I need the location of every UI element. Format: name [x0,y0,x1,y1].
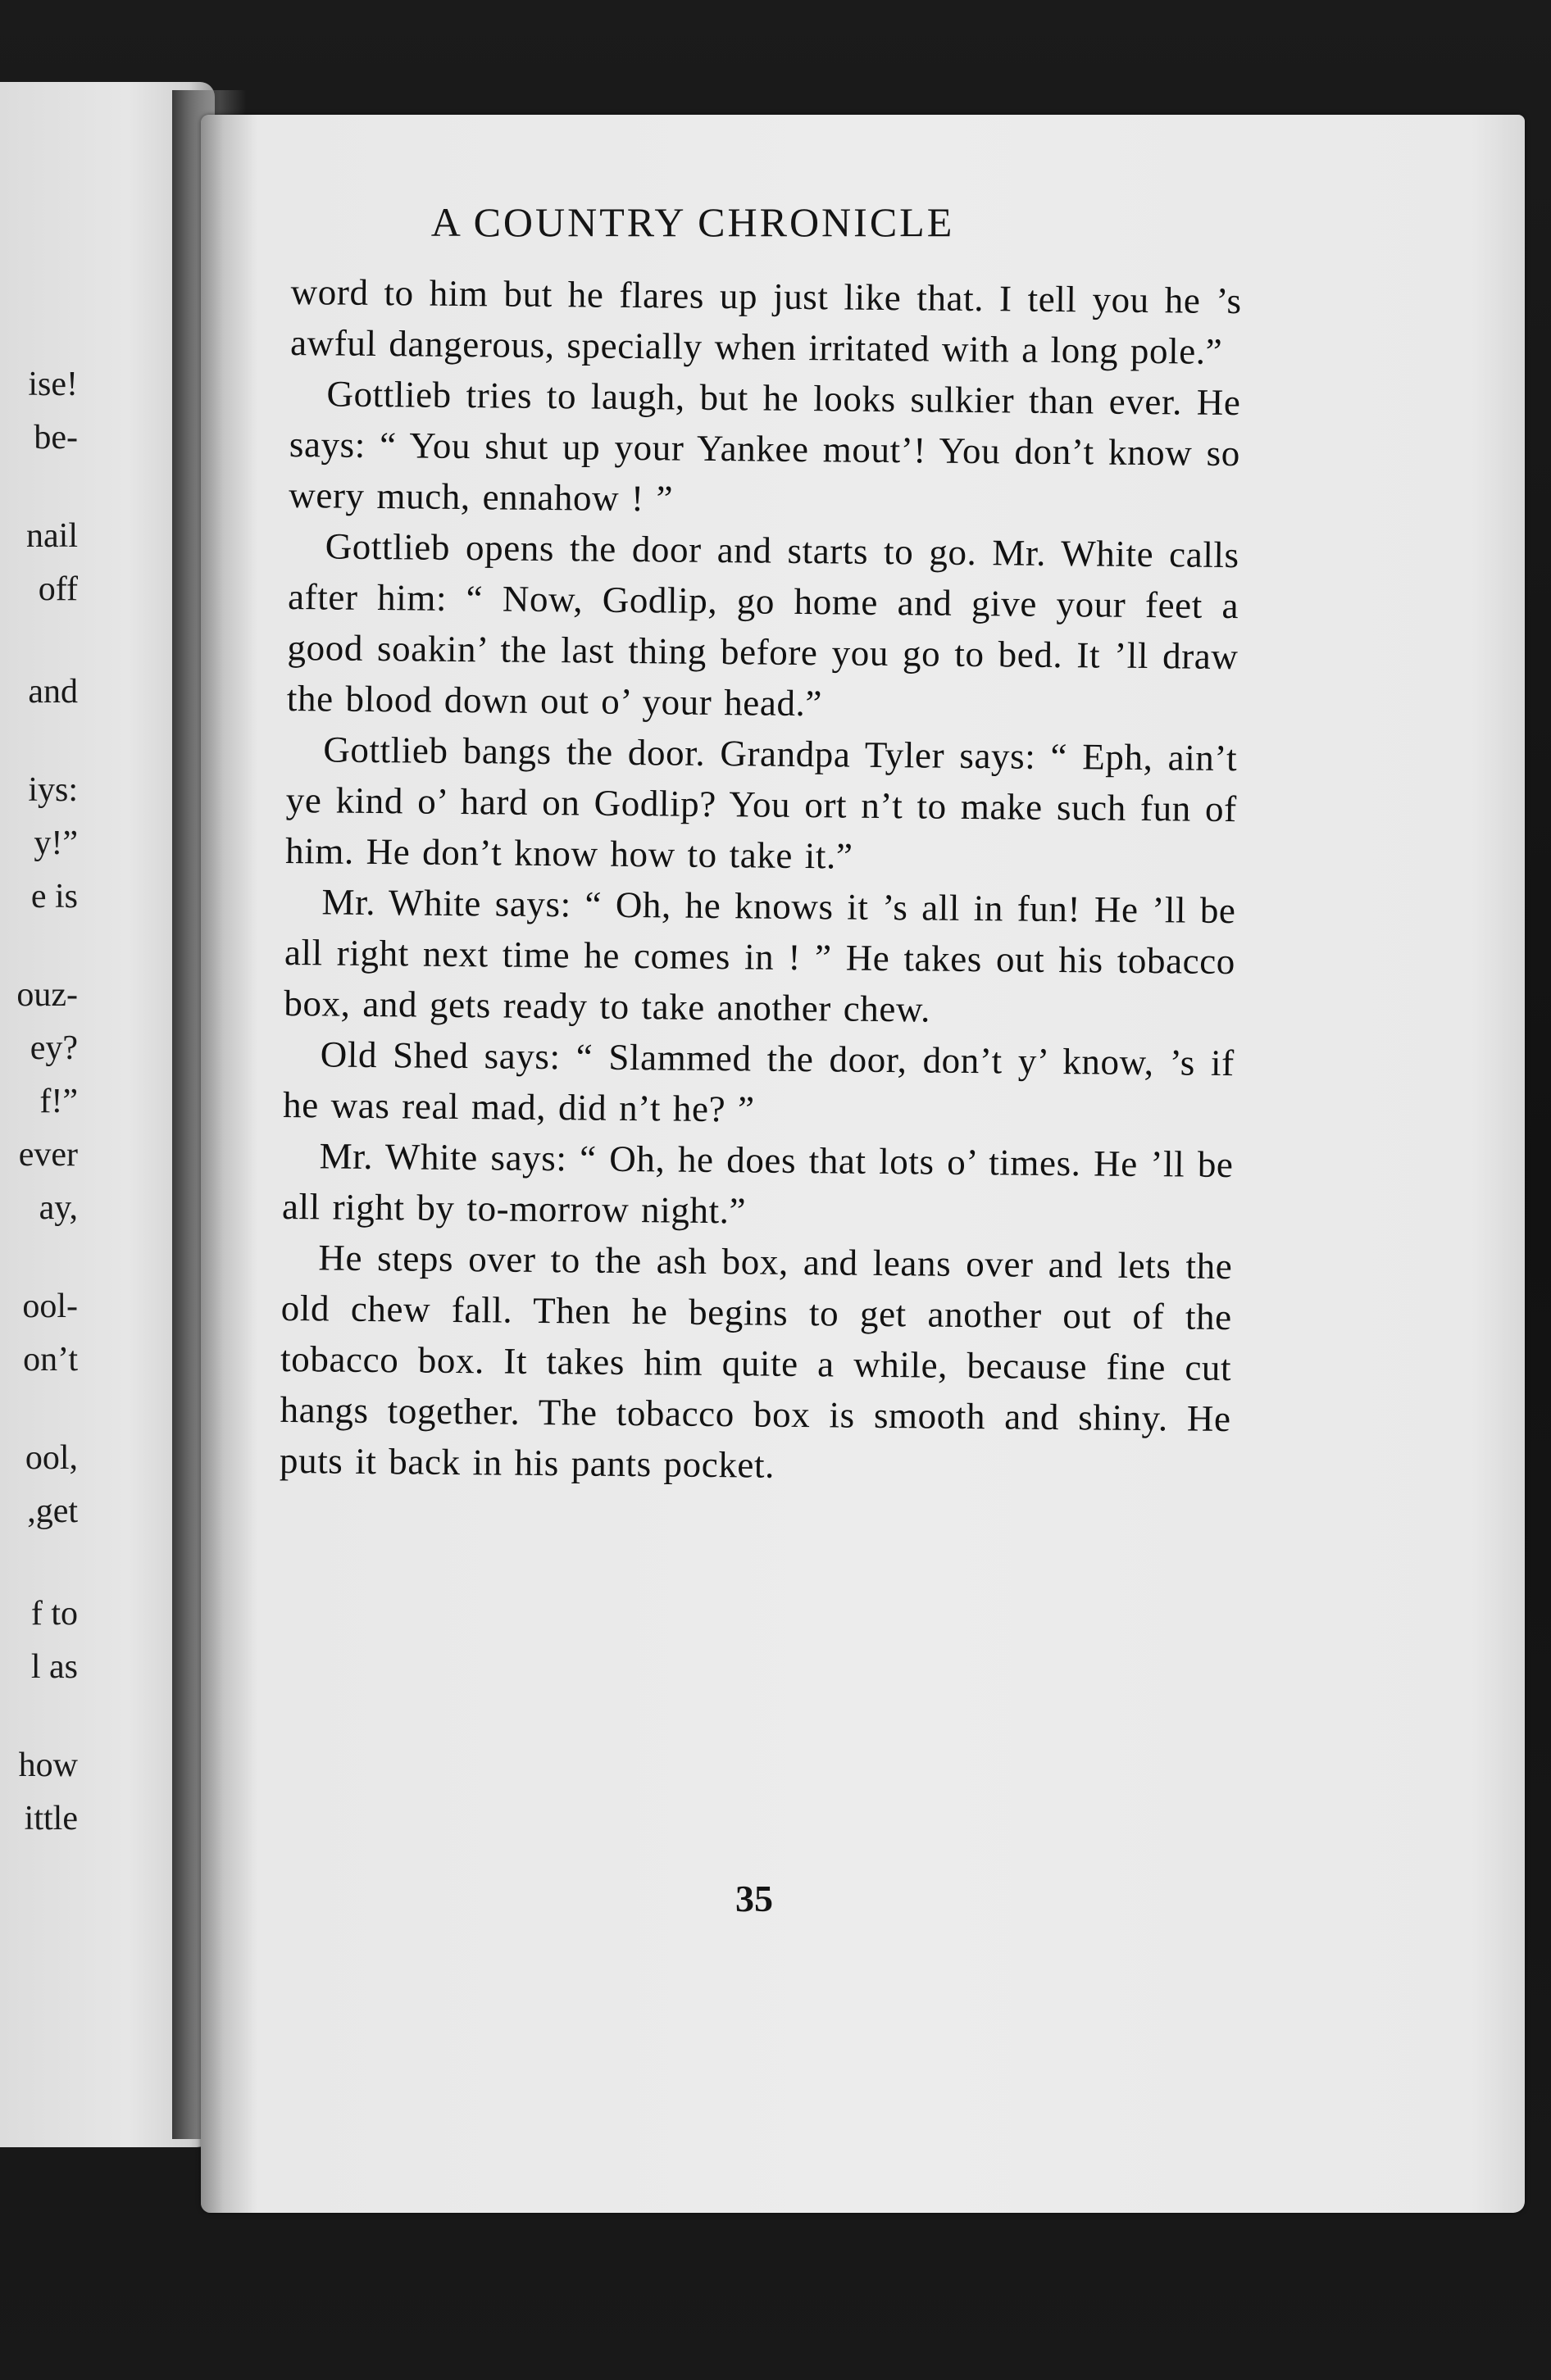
fragment-line: ittle [24,1800,78,1837]
fragment-line: on’t [23,1341,78,1378]
paragraph: Gottlieb tries to laugh, but he looks sulkier than ever. He says: “ You shut up your Yankee mout’! You don’t know so wery much, ennahow ! ” [289,373,1241,520]
fragment-line: ey? [30,1029,78,1067]
fragment-line: and [28,673,78,711]
fragment-line: be- [34,419,78,456]
fragment-line: ise! [28,366,78,403]
paragraph: Old Shed says: “ Slammed the door, don’t y’ know, ’s if he was real mad, did n’t he? ” [282,1033,1235,1130]
fragment-line: iys: [28,771,78,809]
fragment-line: f to [30,1595,78,1633]
fragment-line: ever [18,1136,78,1174]
spine-shade [201,115,258,2213]
fragment-line: l as [30,1648,78,1686]
paragraph: Gottlieb opens the door and starts to go. Mr. White calls after him: “ Now, Godlip, go home and give your feet a good soakin’ the last thing before you go to bed. It ’ll draw the blood down out o’ your head.” [286,525,1239,724]
fragment-line: y!” [34,824,78,862]
paragraph: Gottlieb bangs the door. Grandpa Tyler says: “ Eph, ain’t ye kind o’ hard on Godlip? You ort n’t to make such fun of him. He don’t know how to take it.” [284,729,1238,877]
fragment-line: ouz- [16,976,78,1014]
paragraph: Mr. White says: “ Oh, he does that lots o’ times. He ’ll be all right by to-morrow night.” [281,1135,1234,1232]
fragment-line: how [18,1746,78,1784]
page-body-text [275,266,1242,1914]
fragment-line: ool- [22,1288,78,1325]
fragment-line: ,get [27,1492,78,1530]
fragment-line: f!” [39,1083,78,1120]
running-head: A COUNTRY CHRONICLE [430,199,955,245]
fragment-line: off [38,570,78,608]
paragraph: word to him but he flares up just like that. I tell you he ’s awful dangerous, specially when irritated with a long pole.” [289,270,1242,372]
fragment-line: nail [26,517,78,555]
paragraph: Mr. White says: “ Oh, he knows it ’s all in fun! He ’ll be all right next time he comes in ! ” He takes out his tobacco box, and gets ready to take another chew. [284,881,1236,1030]
fragment-line: e is [30,878,78,915]
fragment-line: ay, [39,1189,78,1227]
paragraph: He steps over to the ash box, and leans over and lets the old chew fall. Then he begins to get another out of the tobacco box. It takes him quite a while, because fine cut hangs together. The tobacco box is smooth and shiny. He puts it back in his pants pocket. [279,1237,1233,1486]
page-number: 35 [735,1878,773,1919]
fragment-line: ool, [25,1439,78,1477]
